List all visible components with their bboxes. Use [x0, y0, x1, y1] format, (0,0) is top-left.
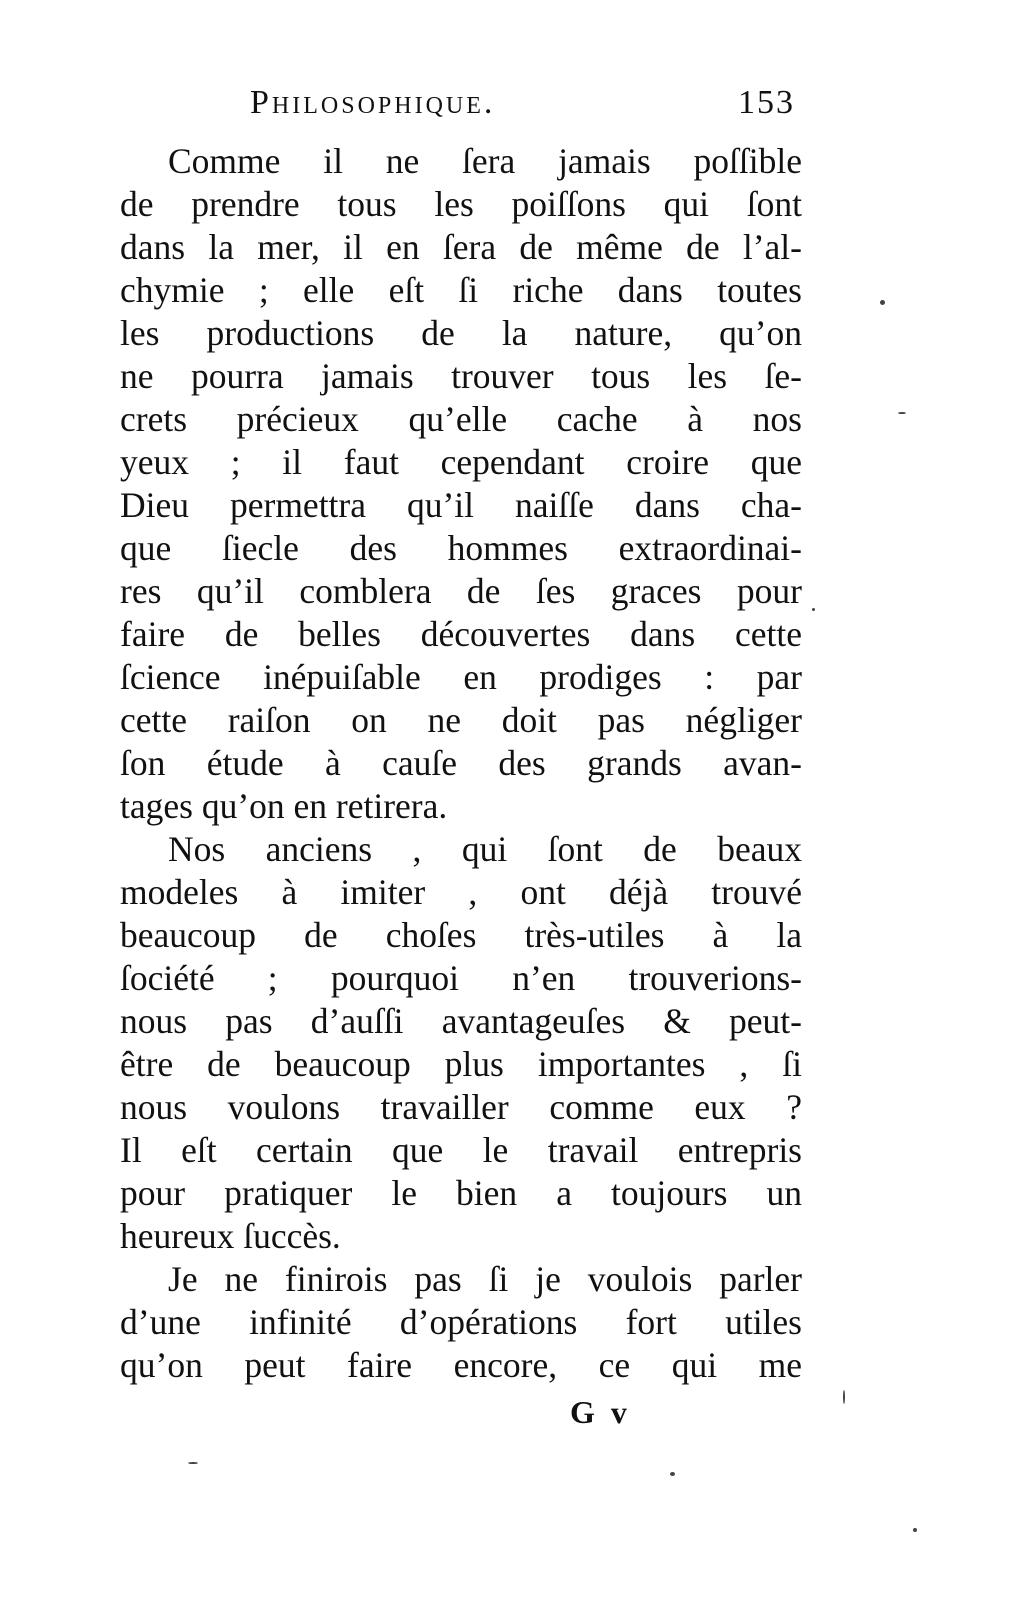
text-line: d’une infinité d’opérations fort utiles	[120, 1302, 802, 1342]
running-head: Philosophique.	[250, 84, 496, 121]
text-line: Il eſt certain que le travail entrepris	[120, 1130, 802, 1170]
text-line: pour pratiquer le bien a toujours un	[120, 1173, 802, 1213]
text-line: Comme il ne ſera jamais poſſible	[168, 141, 802, 181]
text-line: ne pourra jamais trouver tous les ſe-	[120, 356, 802, 396]
text-line: chymie ; elle eſt ſi riche dans toutes	[120, 270, 802, 310]
text-line: faire de belles découvertes dans cette	[120, 614, 802, 654]
text-line: dans la mer, il en ſera de même de l’al-	[120, 227, 802, 267]
print-speck	[843, 1390, 845, 1404]
text-line: qu’on peut faire encore, ce qui me	[120, 1345, 802, 1385]
text-line: être de beaucoup plus importantes , ſi	[120, 1044, 802, 1084]
text-line: res qu’il comblera de ſes graces pour	[120, 571, 802, 611]
text-line: ſcience inépuiſable en prodiges : par	[120, 657, 802, 697]
text-line: de prendre tous les poiſſons qui ſont	[120, 184, 802, 224]
text-line: yeux ; il faut cependant croire que	[120, 442, 802, 482]
page-number: 153	[738, 84, 795, 121]
text-line: tages qu’on en retirera.	[120, 786, 448, 826]
text-line: modeles à imiter , ont déjà trouvé	[120, 872, 802, 912]
text-line: Nos anciens , qui ſont de beaux	[168, 829, 802, 869]
body-text	[120, 140, 802, 1387]
text-line: nous voulons travailler comme eux ?	[120, 1087, 802, 1127]
signature-mark: G v	[570, 1394, 631, 1430]
text-line: crets précieux qu’elle cache à nos	[120, 399, 802, 439]
print-speck	[913, 1528, 917, 1532]
print-speck	[812, 608, 815, 611]
print-speck	[188, 1462, 198, 1464]
text-line: ſon étude à cauſe des grands avan-	[120, 743, 802, 783]
text-line: Je ne finirois pas ſi je voulois parler	[168, 1259, 802, 1299]
text-line: les productions de la nature, qu’on	[120, 313, 802, 353]
text-line: que ſiecle des hommes extraordinai-	[120, 528, 802, 568]
print-speck	[898, 412, 906, 414]
print-speck	[880, 300, 885, 305]
text-line: beaucoup de choſes très-utiles à la	[120, 915, 802, 955]
text-line: nous pas d’auſſi avantageuſes & peut-	[120, 1001, 802, 1041]
print-speck	[670, 1472, 675, 1476]
text-line: cette raiſon on ne doit pas négliger	[120, 700, 802, 740]
page-header	[250, 84, 795, 134]
text-line: Dieu permettra qu’il naiſſe dans cha-	[120, 485, 802, 525]
text-line: heureux ſuccès.	[120, 1216, 341, 1256]
text-line: ſociété ; pourquoi n’en trouverions-	[120, 958, 802, 998]
